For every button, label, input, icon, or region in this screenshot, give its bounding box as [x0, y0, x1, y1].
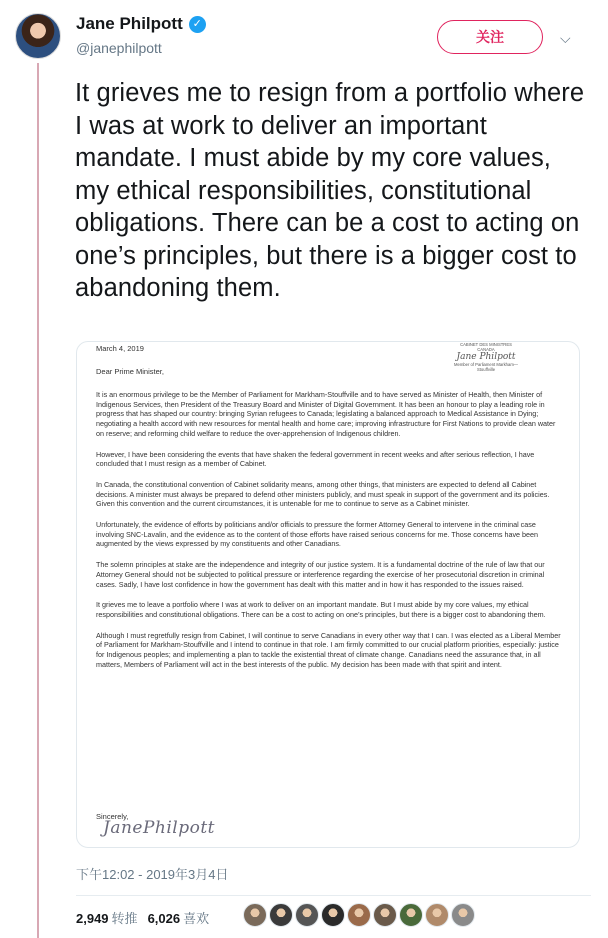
avatar[interactable] — [15, 13, 61, 59]
liker-avatar[interactable] — [269, 903, 293, 927]
letter-paragraph: The solemn principles at stake are the independence and integrity of our justice system. It is a fundamental doctrine of the rule of law that our Attorney General should not be subjected to political pressure or interference regarding the exercise of her prosecutorial discretion in criminal cases. Sadly, I have lost confidence in how the government has dealt with this matter and in how it has responded to the issues raised. — [96, 560, 545, 589]
name-row — [76, 14, 206, 34]
tweet-timestamp[interactable]: 下午12:02 - 2019年3月4日 — [76, 867, 229, 882]
display-name[interactable]: Jane Philpott — [76, 14, 183, 33]
letterhead-role: Member of Parliament Markham—Stouffville — [454, 362, 518, 372]
letter-paragraph: It grieves me to leave a portfolio where I was at work to deliver on an important mandate. But I must abide by my core values, my ethical responsibilities and constitutional obligations. There can be a cost to acting on one’s principles, but there is a bigger cost to abandoning them. — [96, 600, 546, 619]
liker-avatars — [243, 903, 475, 927]
follow-button[interactable]: 关注 — [437, 20, 543, 54]
letterhead — [451, 342, 521, 372]
letter-paragraph: It is an enormous privilege to be the Member of Parliament for Markham-Stouffville and to have served as Minister of Health, then Minister of Indigenous Services, then President of the Treasury Board and Minister of Digital Government. It has been an honour to play a leading role in progress that has shaped our country: bringing Syrian refugees to Canada; legislating a balanced approach to Medical Assistance in Dying; negotiating a health accord with new resources for mental health and home care; improving infrastructure for First Nations to provide clean water on reserve; and reforming child welfare to reduce the over-apprehension of Indigenous children. — [96, 390, 556, 438]
likes-stat[interactable] — [148, 908, 210, 927]
retweets-count: 2,949 — [76, 911, 109, 926]
attached-image-letter[interactable] — [76, 341, 580, 848]
letter-closing: Sincerely, — [96, 812, 129, 821]
tweet-header — [0, 0, 608, 64]
liker-avatar[interactable] — [295, 903, 319, 927]
liker-avatar[interactable] — [347, 903, 371, 927]
liker-avatar[interactable] — [243, 903, 267, 927]
likes-count: 6,026 — [147, 911, 181, 926]
retweets-stat[interactable] — [76, 908, 138, 927]
tweet-text: It grieves me to resign from a portfolio where I was at work to deliver an important mandate. I must abide by my core values, my ethical responsibilities, constitutional obligations. There can be a cost to acting on one’s principles, but there is a bigger cost to abandoning them. — [75, 79, 585, 302]
user-handle[interactable]: @janephilpott — [76, 40, 162, 56]
retweets-label: 转推 — [111, 911, 138, 926]
likes-label: 喜欢 — [183, 911, 210, 926]
letter-paragraph: However, I have been considering the events that have shaken the federal government in recent weeks and after serious reflection, I have concluded that I must resign as a member of Cabinet. — [96, 449, 535, 469]
letter-paragraph: In Canada, the constitutional convention of Cabinet solidarity means, among other things, that ministers are expected to defend all Cabinet decisions. A minister must always be prepared to defend other ministers publicly, and must speak in support of the government and its policies. Given this convention and the current circumstances, it is untenable for me to continue to serve as a Cabinet minister. — [96, 479, 550, 509]
letter-paragraph: Unfortunately, the evidence of efforts by politicians and/or officials to pressure the former Attorney General to intervene in the criminal case involving SNC-Lavalin, and the evidence as to the content of those efforts have raised serious concerns for me. Those concerns have been augmented by the views expressed by my constituents and other Canadians. — [96, 520, 539, 549]
handwritten-signature: JanePhilpott — [103, 818, 216, 838]
thread-line — [37, 63, 39, 938]
letter-date: March 4, 2019 — [96, 344, 144, 353]
divider — [76, 895, 591, 896]
engagement-stats — [76, 908, 209, 927]
letterhead-signature: Jane Philpott — [456, 352, 516, 362]
letter-body — [96, 390, 562, 680]
liker-avatar[interactable] — [451, 903, 475, 927]
chevron-down-icon[interactable]: ⌵ — [560, 30, 571, 46]
verified-badge-icon: ✓ — [189, 16, 206, 33]
letter-paragraph: Although I must regretfully resign from Cabinet, I will continue to serve Canadians in every other way that I can. I was elected as a Liberal Member of Parliament for Markham-Stouffville and I intend to continue in that role. I am firmly committed to our crucial platform priorities, especially: justice for Indigenous peoples; and implementing a plan to tackle the existential threat of climate change. Canadians need the assurance that, in all matters, Members of Parliament will act in the best interests of the public. My decision has been made with that spirit and intent. — [96, 630, 561, 669]
liker-avatar[interactable] — [399, 903, 423, 927]
liker-avatar[interactable] — [373, 903, 397, 927]
liker-avatar[interactable] — [425, 903, 449, 927]
letterhead-org: CABINET DES MINISTRES CANADA — [460, 342, 512, 352]
letter-salutation: Dear Prime Minister, — [96, 367, 164, 376]
liker-avatar[interactable] — [321, 903, 345, 927]
